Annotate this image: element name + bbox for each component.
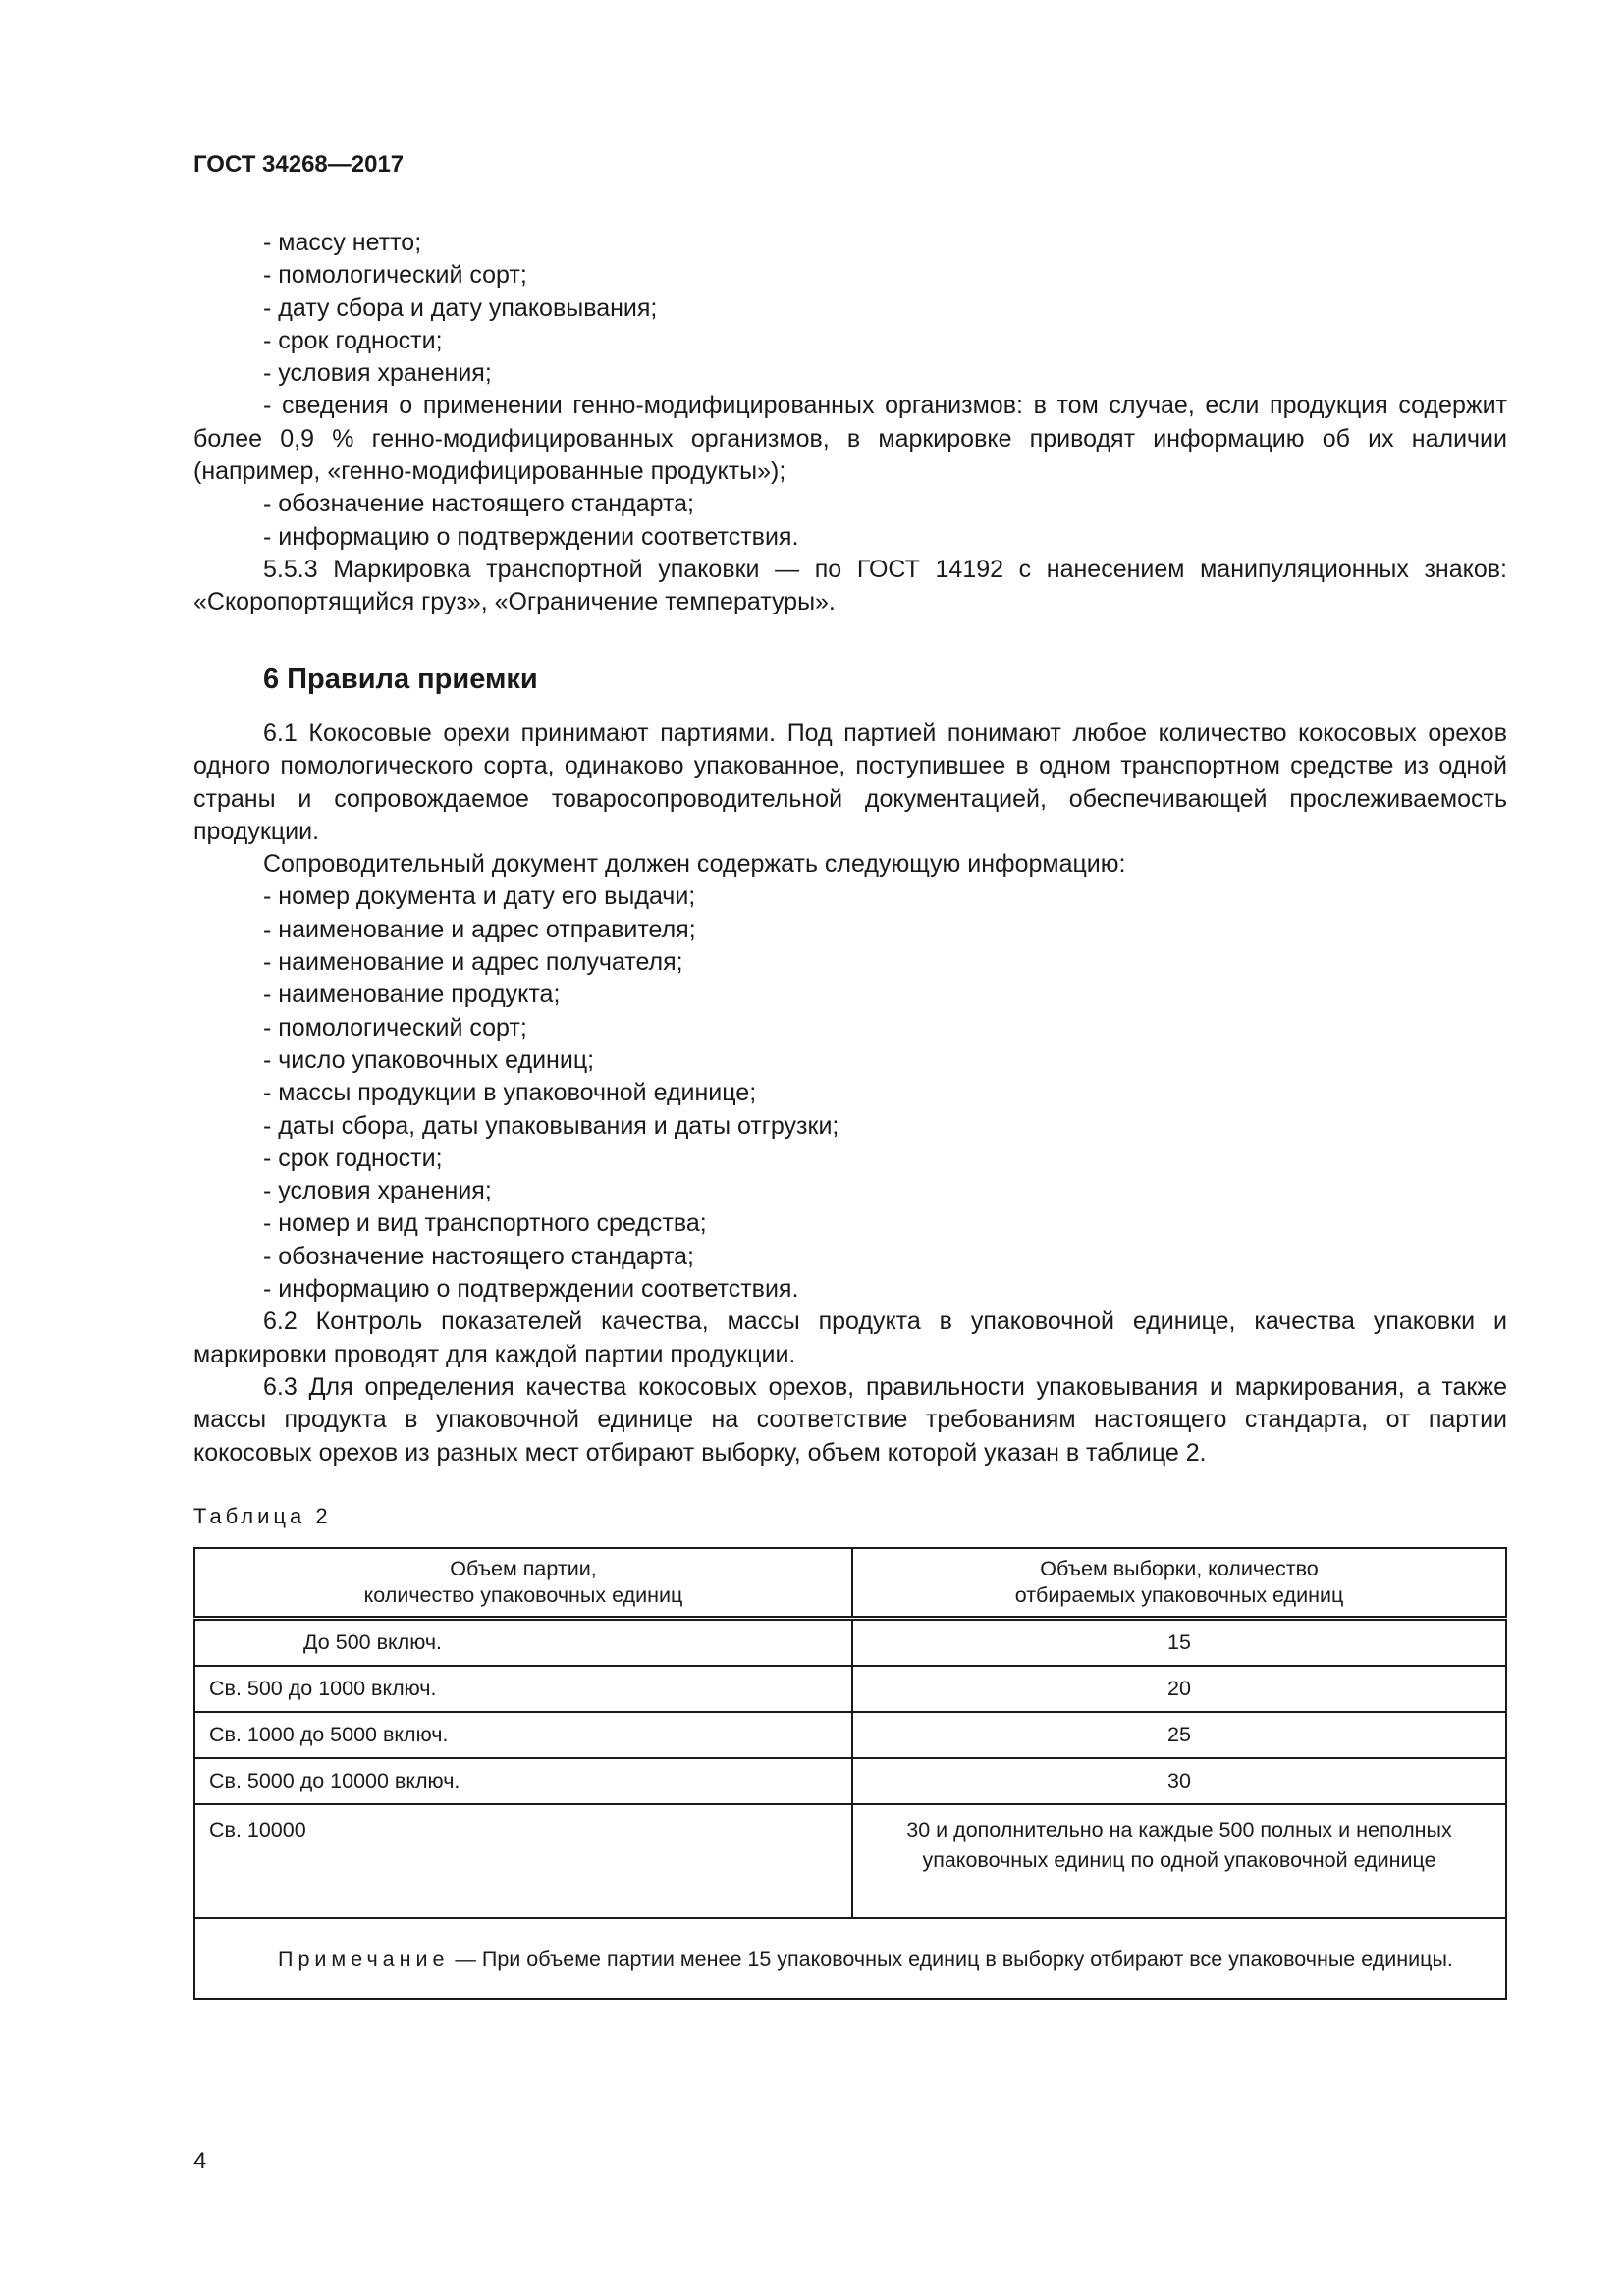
table-row [194,1666,1506,1712]
list-item: - помологический сорт; [263,1013,527,1041]
table-row [194,1619,1506,1667]
list-item: - наименование и адрес получателя; [263,948,683,977]
table-cell: 15 [852,1619,1506,1667]
document-header: ГОСТ 34268—2017 [193,151,405,178]
list-item: - число упаковочных единиц; [263,1045,595,1074]
list-item: - обозначение настоящего стандарта; [263,1242,694,1270]
table-cell: Св. 500 до 1000 включ. [194,1666,852,1712]
table-cell: 30 [852,1758,1506,1804]
list-item: - номер документа и дату его выдачи; [263,882,696,911]
table-cell: 25 [852,1712,1506,1758]
list-item: - наименование и адрес отправителя; [263,915,696,943]
list-item: - номер и вид транспортного средства; [263,1209,707,1238]
section-5-continuation [193,227,1507,619]
list-item: - массу нетто; [263,229,422,256]
list-item: - помологический сорт; [263,261,527,290]
list-item: - массы продукции в упаковочной единице; [263,1079,757,1107]
note-text: — При объеме партии менее 15 упаковочных единиц в выборку отбирают все упаковочные единицы. [449,1948,1453,1971]
list-item: - срок годности; [263,326,443,354]
page-number: 4 [193,2148,207,2174]
paragraph-6-2: 6.2 Контроль показателей качества, массы продукта в упаковочной единице, качества упаковки и маркировки проводят для каждой партии продукции. [193,1308,1507,1368]
table-note-row [194,1918,1506,1999]
table-row [194,1758,1506,1804]
sample-size-table [193,1547,1507,2000]
section-heading: 6 Правила приемки [263,664,538,695]
table-header-row [194,1548,1506,1619]
list-item: - срок годности; [263,1144,443,1172]
table-cell: 30 и дополнительно на каждые 500 полных и неполных упаковочных единиц по одной упаковочной единице [852,1804,1506,1918]
table-row [194,1712,1506,1758]
list-item: - условия хранения; [263,359,492,388]
header-line: Объем партии, [450,1557,597,1580]
table-note [194,1918,1506,1999]
list-item: - условия хранения; [263,1177,492,1205]
list-item: - сведения о применении генно-модифицированных организмов: в том случае, если продукция содержит более 0,9 % генно-модифицированных организмов, в маркировке приводят информацию об их наличии (например, «генно-модифицированные продукты»); [193,392,1507,486]
paragraph-5-5-3: 5.5.3 Маркировка транспортной упаковки — по ГОСТ 14192 с нанесением манипуляционных знаков: «Скоропортящийся груз», «Ограничение температуры». [193,555,1507,616]
table-cell: Св. 5000 до 10000 включ. [194,1758,852,1804]
table-cell: Св. 10000 [194,1804,852,1918]
list-item: - наименование продукта; [263,981,561,1009]
header-line: Объем выборки, количество [1040,1557,1319,1580]
list-item: - информацию о подтверждении соответствия. [263,522,799,551]
section-6-body [193,718,1507,1469]
table-header-cell [194,1548,852,1619]
header-line: количество упаковочных единиц [363,1583,683,1607]
table-row [194,1804,1506,1918]
list-item: - информацию о подтверждении соответствия. [263,1275,799,1304]
list-item: - обозначение настоящего стандарта; [263,490,694,518]
table-header-cell [852,1548,1506,1619]
list-item: - дату сбора и дату упаковывания; [263,294,658,322]
note-label: Примечание [278,1948,450,1971]
table-cell: Св. 1000 до 5000 включ. [194,1712,852,1758]
table-caption: Таблица 2 [193,1504,332,1528]
header-line: отбираемых упаковочных единиц [1014,1583,1344,1607]
paragraph-6-3: 6.3 Для определения качества кокосовых орехов, правильности упаковывания и маркирования, а также массы продукта в упаковочной единице на соответствие требованиям настоящего стандарта, от партии кокосовых орехов из разных мест отбирают выборку, объем которой указан в таблице 2. [193,1372,1507,1467]
paragraph-6-1: 6.1 Кокосовые орехи принимают партиями. Под партией понимают любое количество кокосовых орехов одного помологического сорта, одинаково упакованное, поступившее в одном транспортном средстве из одной страны и сопровождаемое товаросопроводительной документацией, обеспечивающей прослеживаемость продукции. [193,720,1507,845]
table-cell: До 500 включ. [194,1619,852,1667]
table-cell: 20 [852,1666,1506,1712]
list-item: - даты сбора, даты упаковывания и даты отгрузки; [263,1111,839,1140]
paragraph-document-info: Сопроводительный документ должен содержать следующую информацию: [263,850,1126,879]
